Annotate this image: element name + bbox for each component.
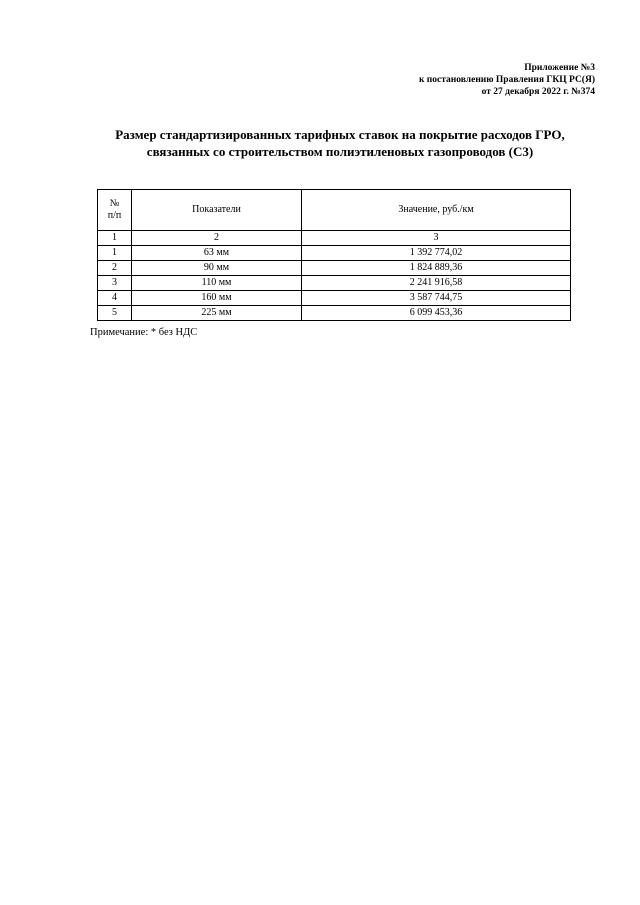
row-value: 1 824 889,36: [302, 261, 571, 276]
row-value: 2 241 916,58: [302, 276, 571, 291]
appendix-number: Приложение №3: [524, 63, 595, 73]
column-number: 3: [302, 231, 571, 246]
appendix-date: от 27 декабря 2022 г. №374: [481, 87, 595, 97]
appendix-resolution: к постановлению Правления ГКЦ РС(Я): [418, 75, 595, 85]
header-indicator: Показатели: [132, 190, 302, 231]
table-row: [98, 246, 571, 261]
tariff-table: [97, 189, 571, 321]
row-value: 1 392 774,02: [302, 246, 571, 261]
title-line-2: связанных со строительством полиэтиленовых газопроводов (С3): [146, 144, 534, 159]
row-number: 1: [98, 246, 132, 261]
table-note: Примечание: * без НДС: [90, 327, 198, 338]
table-row: [98, 276, 571, 291]
column-number: 2: [132, 231, 302, 246]
row-number: 3: [98, 276, 132, 291]
appendix-header: [419, 62, 595, 98]
header-number-line1: №: [109, 198, 120, 209]
row-indicator: 63 мм: [132, 246, 302, 261]
row-value: 6 099 453,36: [302, 306, 571, 321]
row-indicator: 90 мм: [132, 261, 302, 276]
header-number-line2: п/п: [107, 210, 122, 221]
row-number: 2: [98, 261, 132, 276]
header-number: [98, 190, 132, 231]
row-indicator: 110 мм: [132, 276, 302, 291]
document-title: [60, 126, 620, 160]
row-value: 3 587 744,75: [302, 291, 571, 306]
column-number: 1: [98, 231, 132, 246]
header-value: Значение, руб./км: [302, 190, 571, 231]
table-row: [98, 306, 571, 321]
row-indicator: 225 мм: [132, 306, 302, 321]
title-line-1: Размер стандартизированных тарифных ставок на покрытие расходов ГРО,: [115, 127, 565, 142]
table-header-row: [98, 190, 571, 231]
table-row: [98, 261, 571, 276]
column-numbers-row: [98, 231, 571, 246]
row-number: 5: [98, 306, 132, 321]
row-number: 4: [98, 291, 132, 306]
table-row: [98, 291, 571, 306]
row-indicator: 160 мм: [132, 291, 302, 306]
